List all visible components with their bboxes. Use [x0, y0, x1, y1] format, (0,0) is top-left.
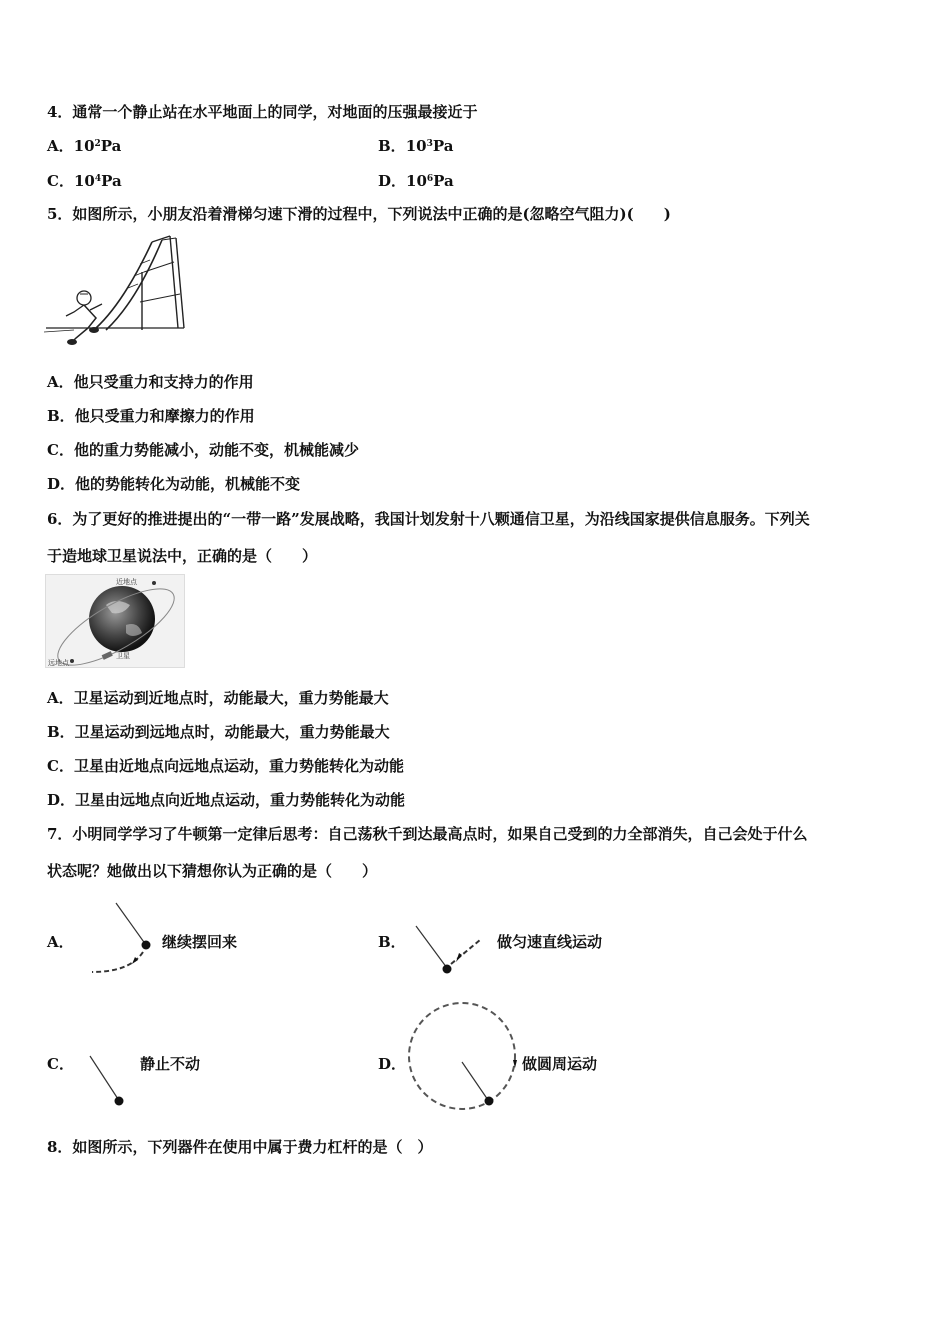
q5-stem: 5．如图所示，小朋友沿着滑梯匀速下滑的过程中，下列说法中正确的是(忽略空气阻力)( ): [47, 205, 671, 223]
q7-option-a-letter: A．: [47, 933, 74, 951]
q4-option-c: C．$10^4Pa$: [47, 172, 122, 190]
q6-option-a: A．卫星运动到近地点时，动能最大，重力势能最大: [47, 689, 389, 707]
q7-option-d-letter: D．: [378, 1055, 407, 1073]
satellite-label: 卫星: [116, 652, 130, 660]
q7-option-b-text: 做匀速直线运动: [497, 933, 603, 951]
q7-option-d-text: 做圆周运动: [522, 1055, 598, 1073]
q4-option-a: A．$10^2Pa$: [47, 137, 122, 155]
q6-option-b: B．卫星运动到远地点时，动能最大，重力势能最大: [47, 723, 390, 741]
pendulum-straight-line-diagram: [410, 922, 490, 978]
q6-stem-line1: 6．为了更好的推进提出的“一带一路”发展战略，我国计划发射十八颗通信卫星，为沿线国家提供信息服务。下列关: [47, 510, 810, 528]
q5-option-b: B．他只受重力和摩擦力的作用: [47, 407, 255, 425]
pendulum-at-rest-diagram: [82, 1050, 132, 1110]
q4-option-b: B．$10^3Pa$: [378, 137, 454, 155]
apogee-label: 远地点: [48, 659, 69, 667]
pendulum-swing-back-diagram: [88, 900, 158, 978]
perigee-label: 近地点: [116, 578, 137, 586]
q5-option-d: D．他的势能转化为动能，机械能不变: [47, 475, 301, 493]
q7-stem-line1: 7．小明同学学习了牛顿第一定律后思考：自己荡秋千到达最高点时，如果自己受到的力全部消失，自己会处于什么: [47, 825, 808, 843]
slide-figure: [44, 232, 186, 350]
q7-option-c-letter: C．: [47, 1055, 74, 1073]
q6-option-d: D．卫星由远地点向近地点运动，重力势能转化为动能: [47, 791, 406, 809]
q4-stem: 4．通常一个静止站在水平地面上的同学，对地面的压强最接近于: [47, 103, 478, 121]
q6-option-c: C．卫星由近地点向远地点运动，重力势能转化为动能: [47, 757, 404, 775]
earth-orbit-drawing: [46, 575, 184, 667]
q5-option-c: C．他的重力势能减小，动能不变，机械能减少: [47, 441, 359, 459]
q8-stem: 8．如图所示，下列器件在使用中属于费力杠杆的是（ ）: [47, 1138, 433, 1156]
q6-stem-line2: 于造地球卫星说法中，正确的是（ ）: [47, 547, 318, 565]
q7-option-a-text: 继续摆回来: [162, 933, 238, 951]
pendulum-circle-diagram: [404, 1000, 520, 1116]
satellite-figure: [45, 574, 185, 668]
q4-option-d: D．$10^6Pa$: [378, 172, 454, 190]
q7-option-c-text: 静止不动: [140, 1055, 201, 1073]
q5-option-a: A．他只受重力和支持力的作用: [47, 373, 254, 391]
q7-stem-line2: 状态呢？她做出以下猜想你认为正确的是（ ）: [47, 862, 378, 880]
q7-option-b-letter: B．: [378, 933, 406, 951]
